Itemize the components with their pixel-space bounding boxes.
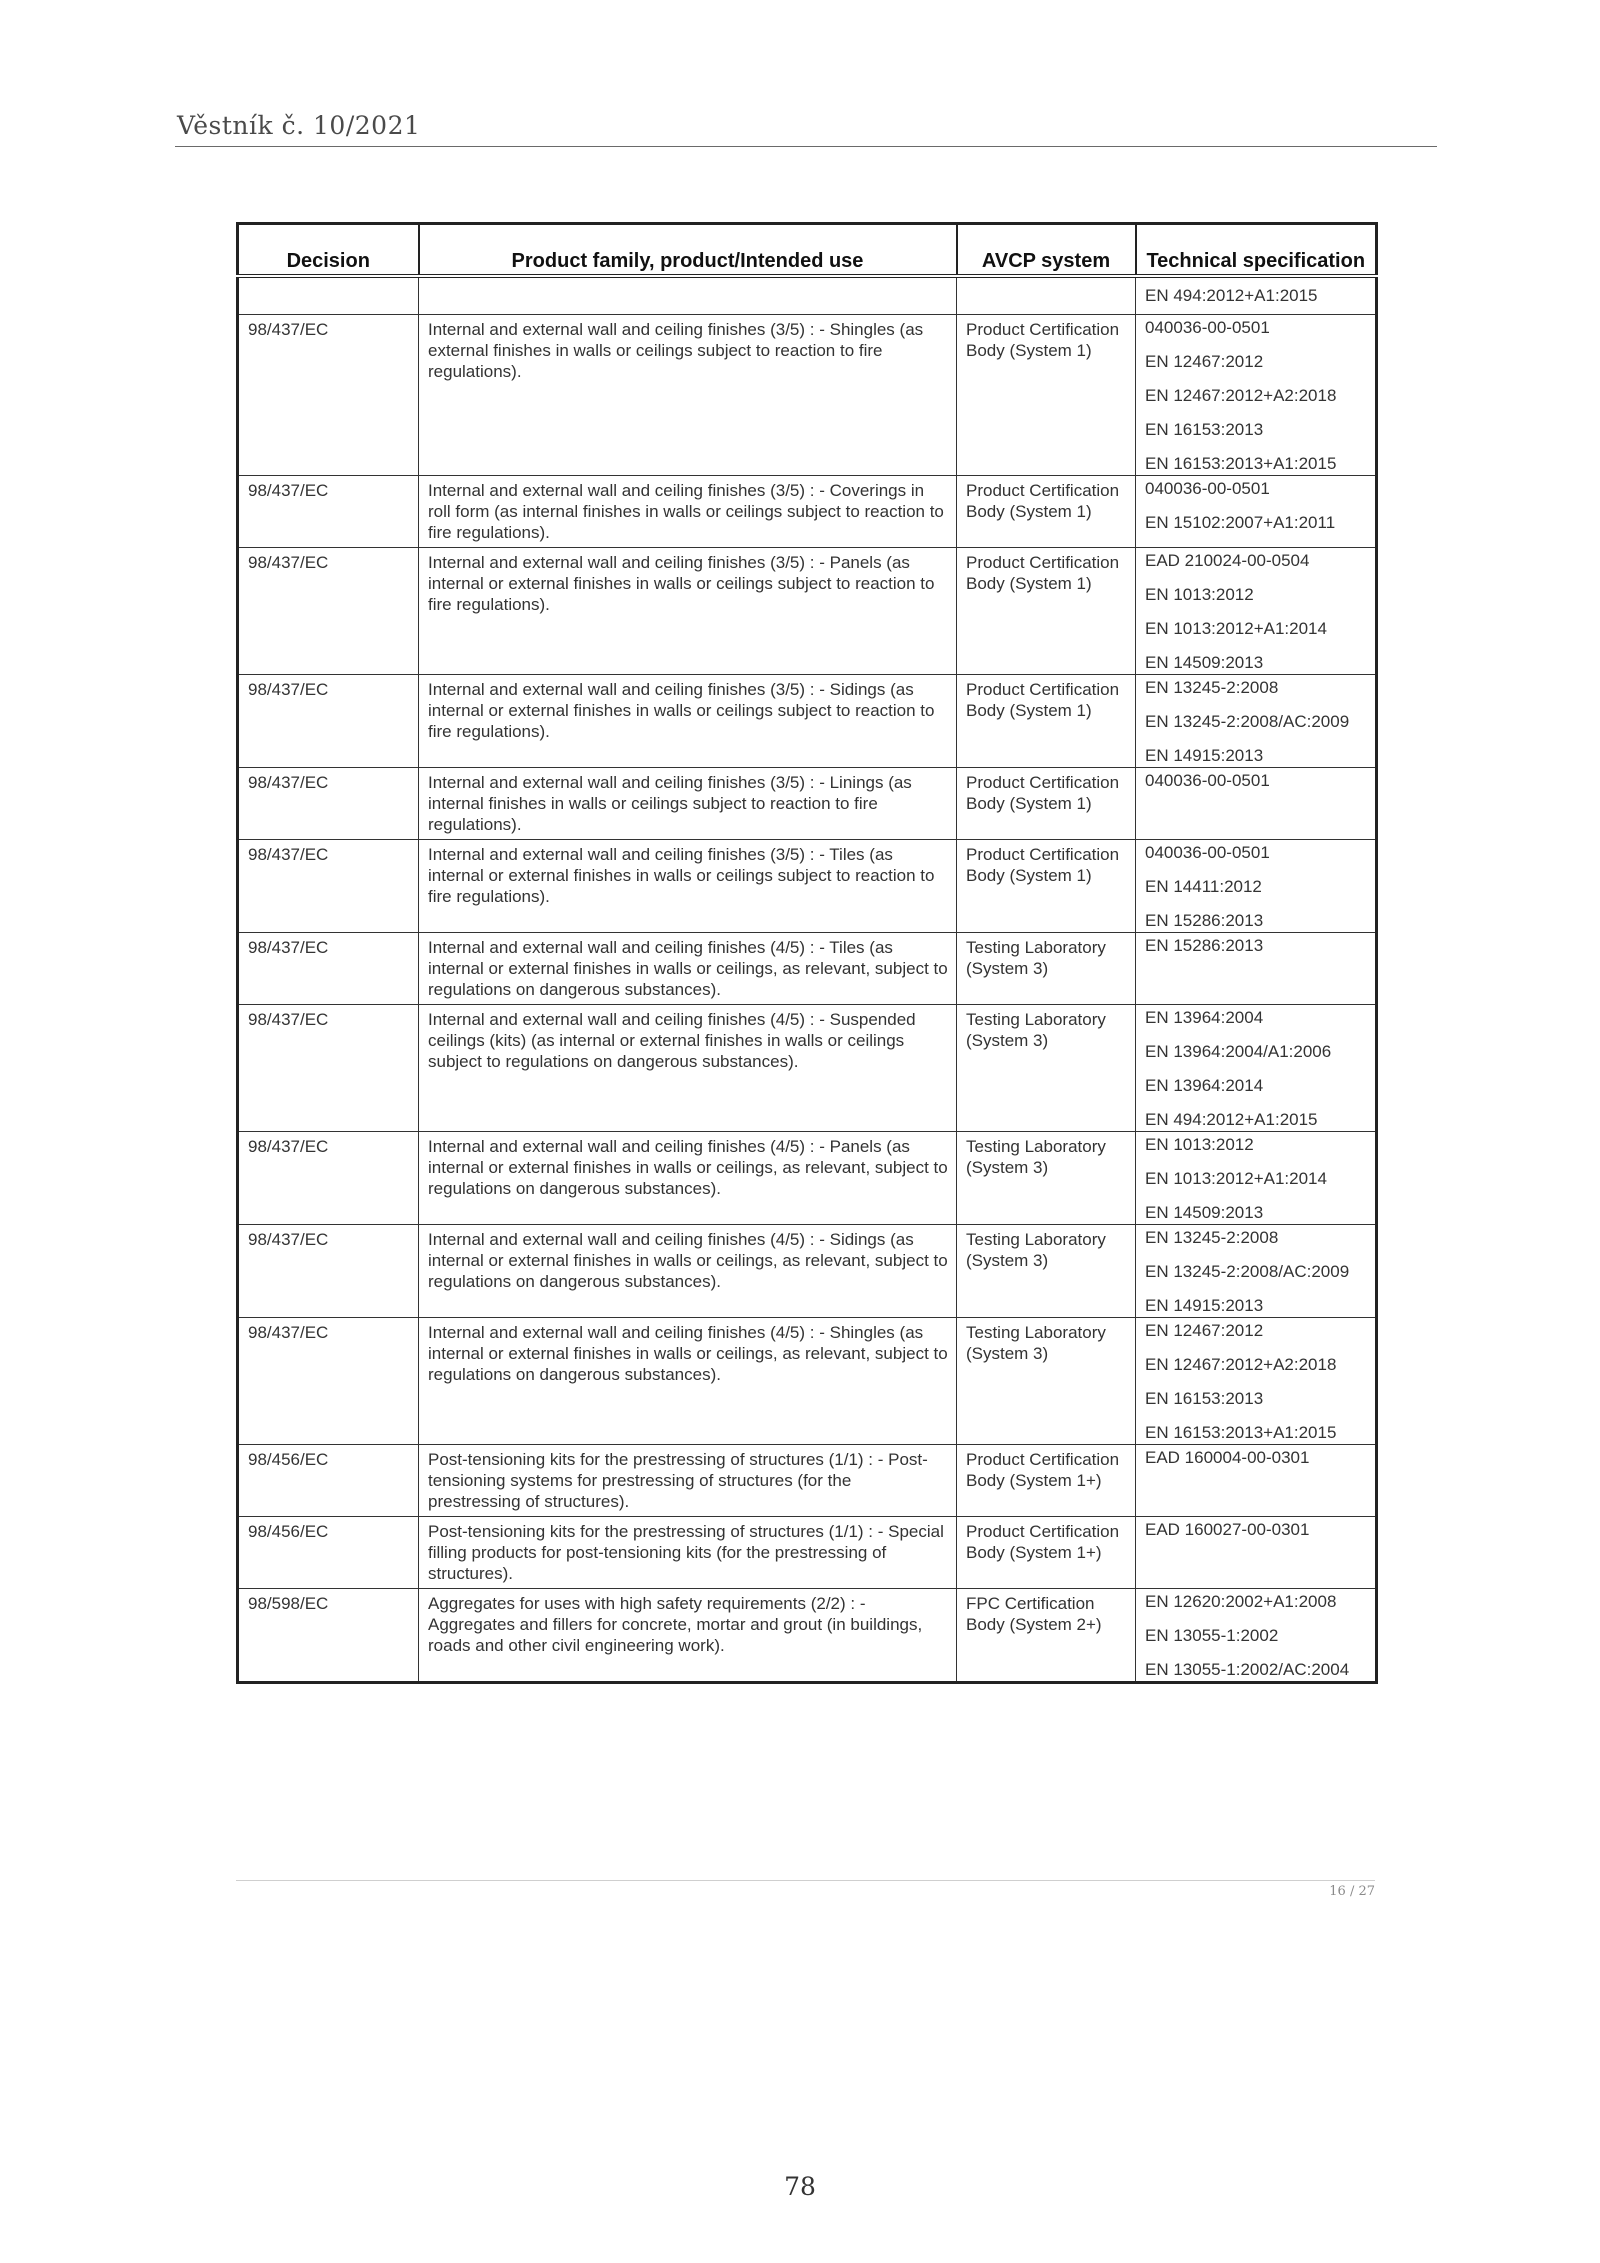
table-header-row bbox=[238, 224, 1377, 277]
product-cell: Internal and external wall and ceiling finishes (3/5) : - Coverings in roll form (as internal finishes in walls or ceilings subject to reaction to fire regulations). bbox=[419, 476, 957, 548]
table-row bbox=[238, 1225, 1377, 1318]
table-row bbox=[238, 675, 1377, 768]
product-cell: Aggregates for uses with high safety requirements (2/2) : - Aggregates and fillers for concrete, mortar and grout (in buildings, roads and other civil engineering work). bbox=[419, 1589, 957, 1683]
technical-specification-item: EN 16153:2013+A1:2015 bbox=[1145, 1423, 1337, 1442]
page-number: 78 bbox=[784, 2172, 816, 2201]
column-header-avcp: AVCP system bbox=[957, 224, 1136, 277]
table-row bbox=[238, 933, 1377, 1005]
product-cell bbox=[419, 276, 957, 315]
technical-specification-item: EN 1013:2012+A1:2014 bbox=[1145, 1169, 1327, 1188]
technical-specification-item: EN 13245-2:2008/AC:2009 bbox=[1145, 1262, 1350, 1281]
technical-specification-item: EN 14509:2013 bbox=[1145, 653, 1264, 672]
avcp-cell: Product Certification Body (System 1) bbox=[957, 768, 1136, 840]
table-row bbox=[238, 1445, 1377, 1517]
technical-specification-item: EN 12467:2012 bbox=[1145, 1321, 1264, 1340]
footer-divider bbox=[236, 1880, 1375, 1881]
specification-table bbox=[236, 222, 1378, 1684]
decision-cell: 98/456/EC bbox=[238, 1517, 419, 1589]
product-cell: Internal and external wall and ceiling finishes (4/5) : - Suspended ceilings (kits) (as internal or external finishes in walls or ceilings subject to regulations on dangerous substances). bbox=[419, 1005, 957, 1132]
technical-specification-item: EN 12467:2012 bbox=[1145, 352, 1264, 371]
decision-cell: 98/437/EC bbox=[238, 1132, 419, 1225]
decision-cell: 98/437/EC bbox=[238, 768, 419, 840]
technical-specification-item: EN 13245-2:2008/AC:2009 bbox=[1145, 712, 1350, 731]
decision-cell: 98/437/EC bbox=[238, 476, 419, 548]
page-header bbox=[175, 110, 1437, 147]
technical-specification-item: EN 13245-2:2008 bbox=[1145, 678, 1279, 697]
avcp-cell: Product Certification Body (System 1+) bbox=[957, 1445, 1136, 1517]
avcp-cell bbox=[957, 276, 1136, 315]
product-cell: Internal and external wall and ceiling finishes (4/5) : - Tiles (as internal or external finishes in walls or ceilings, as relevant, subject to regulations on dangerous substances). bbox=[419, 933, 957, 1005]
table-row bbox=[238, 276, 1377, 315]
technical-specification-item: EN 15286:2013 bbox=[1145, 936, 1264, 955]
technical-specification-item: EN 15102:2007+A1:2011 bbox=[1145, 513, 1336, 532]
spec-cell bbox=[1136, 476, 1377, 548]
technical-specification-item: EN 12620:2002+A1:2008 bbox=[1145, 1592, 1337, 1611]
spec-cell bbox=[1136, 1318, 1377, 1445]
avcp-cell: Product Certification Body (System 1) bbox=[957, 548, 1136, 675]
decision-cell: 98/437/EC bbox=[238, 675, 419, 768]
decision-cell: 98/437/EC bbox=[238, 548, 419, 675]
table-row bbox=[238, 1132, 1377, 1225]
spec-cell bbox=[1136, 1517, 1377, 1589]
decision-cell: 98/437/EC bbox=[238, 1225, 419, 1318]
avcp-cell: Testing Laboratory (System 3) bbox=[957, 1318, 1136, 1445]
table-body bbox=[238, 276, 1377, 1683]
spec-cell bbox=[1136, 675, 1377, 768]
spec-cell bbox=[1136, 768, 1377, 840]
decision-cell: 98/437/EC bbox=[238, 1005, 419, 1132]
technical-specification-item: 040036-00-0501 bbox=[1145, 479, 1270, 498]
bulletin-title: Věstník č. 10/2021 bbox=[177, 111, 421, 140]
spec-cell bbox=[1136, 1589, 1377, 1683]
table-row bbox=[238, 1517, 1377, 1589]
table-row bbox=[238, 840, 1377, 933]
technical-specification-item: EAD 160004-00-0301 bbox=[1145, 1448, 1310, 1467]
technical-specification-item: 040036-00-0501 bbox=[1145, 771, 1270, 790]
product-cell: Internal and external wall and ceiling finishes (3/5) : - Sidings (as internal or external finishes in walls or ceilings subject to reaction to fire regulations). bbox=[419, 675, 957, 768]
technical-specification-item: EN 13055-1:2002/AC:2004 bbox=[1145, 1660, 1350, 1679]
technical-specification-item: EN 14509:2013 bbox=[1145, 1203, 1264, 1222]
decision-cell: 98/437/EC bbox=[238, 933, 419, 1005]
avcp-cell: FPC Certification Body (System 2+) bbox=[957, 1589, 1136, 1683]
technical-specification-item: EN 14411:2012 bbox=[1145, 877, 1262, 896]
technical-specification-item: EN 1013:2012 bbox=[1145, 1135, 1254, 1154]
table-row bbox=[238, 768, 1377, 840]
spec-cell bbox=[1136, 840, 1377, 933]
technical-specification-item: EN 14915:2013 bbox=[1145, 1296, 1264, 1315]
decision-cell: 98/437/EC bbox=[238, 840, 419, 933]
product-cell: Post-tensioning kits for the prestressing of structures (1/1) : - Special filling products for post-tensioning kits (for the prestressing of structures). bbox=[419, 1517, 957, 1589]
table-row bbox=[238, 548, 1377, 675]
column-header-decision: Decision bbox=[238, 224, 419, 277]
spec-cell bbox=[1136, 1132, 1377, 1225]
table-row bbox=[238, 315, 1377, 476]
footer-page-indicator: 16 / 27 bbox=[1329, 1884, 1375, 1899]
product-cell: Internal and external wall and ceiling finishes (3/5) : - Tiles (as internal or external finishes in walls or ceilings subject to reaction to fire regulations). bbox=[419, 840, 957, 933]
avcp-cell: Testing Laboratory (System 3) bbox=[957, 1132, 1136, 1225]
technical-specification-item: EN 13964:2014 bbox=[1145, 1076, 1264, 1095]
column-header-technical-specification: Technical specification bbox=[1136, 224, 1377, 277]
decision-cell: 98/456/EC bbox=[238, 1445, 419, 1517]
avcp-cell: Product Certification Body (System 1) bbox=[957, 476, 1136, 548]
technical-specification-item: EN 16153:2013 bbox=[1145, 420, 1264, 439]
product-cell: Internal and external wall and ceiling finishes (4/5) : - Shingles (as internal or external finishes in walls or ceilings, as relevant, subject to regulations on dangerous substances). bbox=[419, 1318, 957, 1445]
spec-cell bbox=[1136, 315, 1377, 476]
technical-specification-item: EN 16153:2013 bbox=[1145, 1389, 1264, 1408]
technical-specification-item: EN 13245-2:2008 bbox=[1145, 1228, 1279, 1247]
table-row bbox=[238, 476, 1377, 548]
avcp-cell: Product Certification Body (System 1) bbox=[957, 315, 1136, 476]
technical-specification-item: EAD 210024-00-0504 bbox=[1145, 551, 1310, 570]
avcp-cell: Product Certification Body (System 1+) bbox=[957, 1517, 1136, 1589]
product-cell: Internal and external wall and ceiling finishes (4/5) : - Panels (as internal or external finishes in walls or ceilings, as relevant, subject to regulations on dangerous substances). bbox=[419, 1132, 957, 1225]
table-row bbox=[238, 1005, 1377, 1132]
product-cell: Internal and external wall and ceiling finishes (4/5) : - Sidings (as internal or external finishes in walls or ceilings, as relevant, subject to regulations on dangerous substances). bbox=[419, 1225, 957, 1318]
decision-cell: 98/598/EC bbox=[238, 1589, 419, 1683]
technical-specification-item: EAD 160027-00-0301 bbox=[1145, 1520, 1310, 1539]
product-cell: Post-tensioning kits for the prestressing of structures (1/1) : - Post-tensioning systems for prestressing of structures (for the prestressing of structures). bbox=[419, 1445, 957, 1517]
spec-cell bbox=[1136, 1005, 1377, 1132]
column-header-product: Product family, product/Intended use bbox=[419, 224, 957, 277]
spec-cell bbox=[1136, 548, 1377, 675]
table-row bbox=[238, 1589, 1377, 1683]
avcp-cell: Testing Laboratory (System 3) bbox=[957, 1005, 1136, 1132]
product-cell: Internal and external wall and ceiling finishes (3/5) : - Linings (as internal finishes in walls or ceilings subject to reaction to fire regulations). bbox=[419, 768, 957, 840]
avcp-cell: Testing Laboratory (System 3) bbox=[957, 1225, 1136, 1318]
technical-specification-item: 040036-00-0501 bbox=[1145, 318, 1270, 337]
decision-cell bbox=[238, 276, 419, 315]
technical-specification-item: EN 16153:2013+A1:2015 bbox=[1145, 454, 1337, 473]
decision-cell: 98/437/EC bbox=[238, 315, 419, 476]
technical-specification-item: EN 14915:2013 bbox=[1145, 746, 1264, 765]
technical-specification-item: EN 494:2012+A1:2015 bbox=[1145, 1110, 1318, 1129]
technical-specification-item: EN 13055-1:2002 bbox=[1145, 1626, 1279, 1645]
decision-cell: 98/437/EC bbox=[238, 1318, 419, 1445]
spec-cell bbox=[1136, 1225, 1377, 1318]
avcp-cell: Testing Laboratory (System 3) bbox=[957, 933, 1136, 1005]
technical-specification-item: 040036-00-0501 bbox=[1145, 843, 1270, 862]
technical-specification-item: EN 1013:2012 bbox=[1145, 585, 1254, 604]
avcp-cell: Product Certification Body (System 1) bbox=[957, 675, 1136, 768]
table-row bbox=[238, 1318, 1377, 1445]
product-cell: Internal and external wall and ceiling finishes (3/5) : - Shingles (as external finishes in walls or ceilings subject to reaction to fire regulations). bbox=[419, 315, 957, 476]
technical-specification-item: EN 13964:2004 bbox=[1145, 1008, 1264, 1027]
avcp-cell: Product Certification Body (System 1) bbox=[957, 840, 1136, 933]
product-cell: Internal and external wall and ceiling finishes (3/5) : - Panels (as internal or external finishes in walls or ceilings subject to reaction to fire regulations). bbox=[419, 548, 957, 675]
technical-specification-item: EN 1013:2012+A1:2014 bbox=[1145, 619, 1327, 638]
spec-cell bbox=[1136, 933, 1377, 1005]
technical-specification-item: EN 12467:2012+A2:2018 bbox=[1145, 386, 1337, 405]
technical-specification-item: EN 15286:2013 bbox=[1145, 911, 1264, 930]
technical-specification-item: EN 12467:2012+A2:2018 bbox=[1145, 1355, 1337, 1374]
technical-specification-item: EN 13964:2004/A1:2006 bbox=[1145, 1042, 1332, 1061]
spec-cell: EN 494:2012+A1:2015 bbox=[1136, 276, 1377, 315]
spec-cell bbox=[1136, 1445, 1377, 1517]
